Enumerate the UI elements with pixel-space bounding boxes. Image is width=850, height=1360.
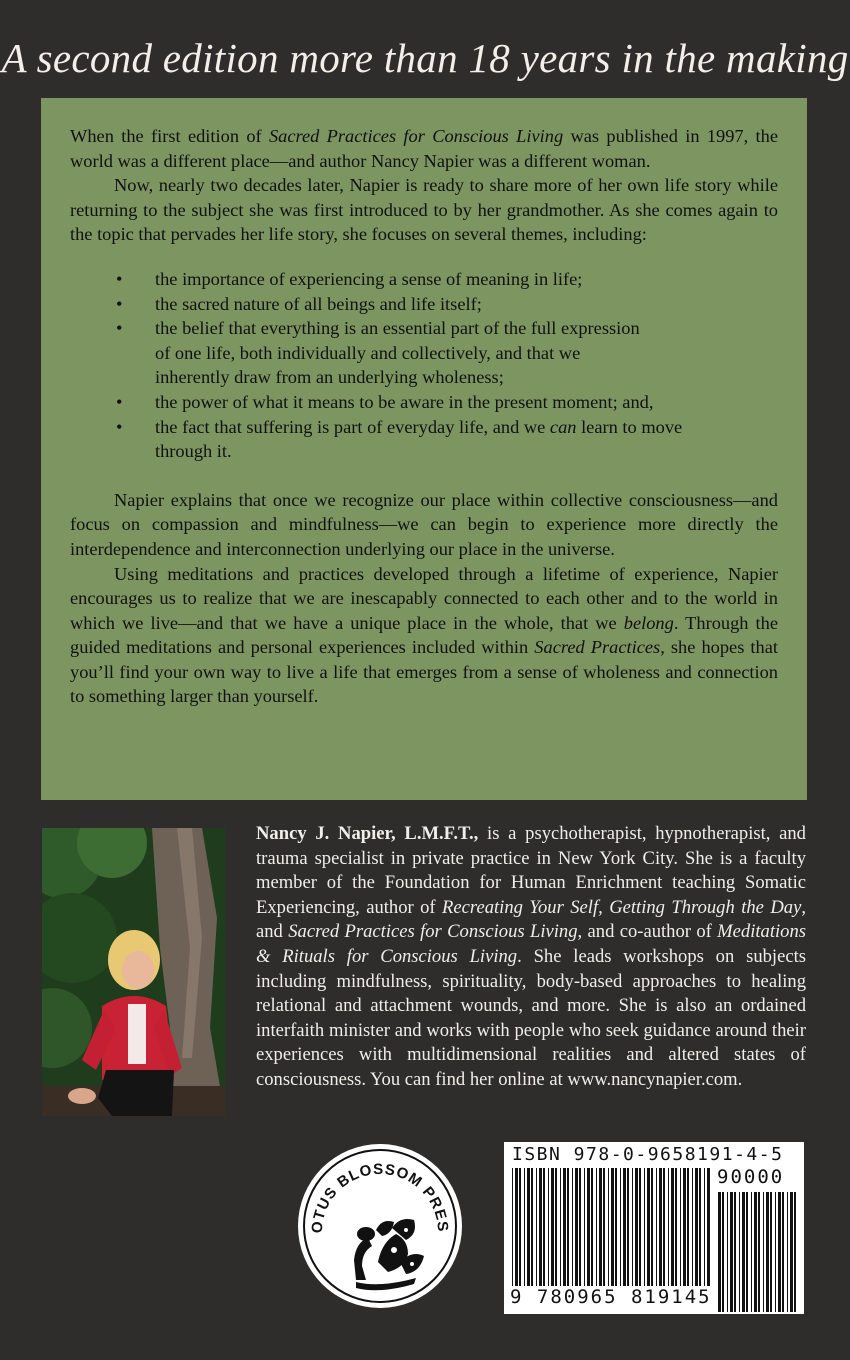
barcode-bar <box>794 1192 796 1312</box>
price-code: 90000 <box>717 1166 785 1188</box>
barcode-bar <box>591 1168 593 1292</box>
barcode-bar <box>623 1168 626 1292</box>
barcode-bar <box>671 1168 674 1292</box>
barcode-bar <box>746 1192 748 1312</box>
author-photo <box>42 828 225 1116</box>
list-item: • the belief that everything is an essential part of the full expression of one life, both individually and collectively, and that we inherently draw from an underlying wholeness; <box>116 318 640 388</box>
barcode-bar <box>730 1192 733 1312</box>
author-bio: Nancy J. Napier, L.M.F.T., is a psychotherapist, hypnotherapist, and trauma specialist in private practice in New York City. She is a faculty member of the Foundation for Human Enrichment teaching Somatic Experiencing, author of Recreating Your Self, Getting Through the Day, and Sacred Practices for Conscious Living, and co-author of Meditations & Rituals for Conscious Living. She leads workshops on subjects including mindfulness, spirituality, body-based approaches to healing relational and attachment wounds, and more. She is also an ordained interfaith minister and works with people who seek guidance around their experiences with multidimensional realities and altered states of consciousness. You can find her online at www.nancynapier.com. <box>256 823 807 1090</box>
barcode-bar <box>536 1168 537 1292</box>
barcode-bar <box>548 1168 549 1292</box>
barcode-bar <box>579 1168 581 1292</box>
bullet-icon: • <box>116 391 123 412</box>
barcode-bar <box>620 1168 621 1292</box>
publisher-logo <box>296 1142 464 1310</box>
barcode-bar <box>778 1192 781 1312</box>
barcode-bar <box>543 1168 545 1292</box>
barcode-bar <box>572 1168 573 1292</box>
barcode-bar <box>512 1168 513 1292</box>
barcode-bar <box>775 1192 776 1312</box>
publisher-name: OTUS BLOSSOM PRES <box>308 1160 452 1234</box>
barcode-bar <box>651 1168 653 1292</box>
barcode-bar <box>692 1168 693 1292</box>
barcode-bar <box>575 1168 578 1292</box>
barcode-bar <box>551 1168 554 1292</box>
barcode-bar <box>632 1168 633 1292</box>
barcode-bar <box>683 1168 686 1292</box>
barcode-bar <box>611 1168 614 1292</box>
barcode-bar <box>524 1168 525 1292</box>
barcode-bar <box>639 1168 641 1292</box>
description-paragraph-2: Now, nearly two decades later, Napier is ready to share more of her own life story while returning to the subject she was first introduced to by her grandmother. As she comes again to the topic that pervades her life story, she focuses on several themes, including: <box>70 175 778 245</box>
barcode-bar <box>584 1168 585 1292</box>
barcode-bar <box>531 1168 533 1292</box>
headline: A second edition more than 18 years in the making <box>1 35 849 81</box>
barcode-bar <box>647 1168 650 1292</box>
isbn-label: ISBN 978-0-9658191-4-5 <box>512 1144 784 1165</box>
barcode-bar <box>519 1168 521 1292</box>
barcode-bar <box>718 1192 721 1312</box>
list-item: • the power of what it means to be aware in the present moment; and, <box>70 390 715 415</box>
barcode-bar <box>734 1192 736 1312</box>
barcode-bar <box>627 1168 629 1292</box>
barcode-bar <box>656 1168 657 1292</box>
barcode-bar <box>722 1192 724 1312</box>
barcode-bar <box>782 1192 784 1312</box>
barcode-bar <box>695 1168 698 1292</box>
barcode-bar <box>587 1168 590 1292</box>
barcode-bar <box>680 1168 681 1292</box>
book-title: Sacred Practices for Conscious Living <box>268 126 564 146</box>
barcode-bar <box>668 1168 669 1292</box>
lotus-blossom-logo-icon <box>296 1142 464 1310</box>
barcode-bar <box>727 1192 728 1312</box>
barcode-bar <box>608 1168 609 1292</box>
barcode-bar <box>739 1192 740 1312</box>
barcode-bar <box>515 1168 518 1292</box>
barcode-bar <box>687 1168 689 1292</box>
bullet-icon: • <box>116 268 123 289</box>
barcode-digits: 9 780965 819145 <box>510 1286 712 1308</box>
barcode-bar <box>635 1168 638 1292</box>
barcode-bar <box>615 1168 617 1292</box>
bullet-icon: • <box>116 416 123 437</box>
barcode-bar <box>567 1168 569 1292</box>
isbn-barcode <box>504 1142 804 1314</box>
bullet-icon: • <box>116 293 123 314</box>
barcode-bar <box>527 1168 530 1292</box>
barcode-bar <box>699 1168 701 1292</box>
themes-list <box>70 267 778 464</box>
barcode-bar <box>787 1192 788 1312</box>
barcode-bar <box>770 1192 772 1312</box>
barcode-bar <box>596 1168 597 1292</box>
list-item: • the fact that suffering is part of everyday life, and we can learn to move through it. <box>116 416 683 462</box>
list-item: • the importance of experiencing a sense of meaning in life; <box>70 267 655 292</box>
barcode-bar <box>742 1192 745 1312</box>
barcode-bar <box>644 1168 645 1292</box>
barcode-bar <box>707 1168 710 1292</box>
barcode-bar <box>663 1168 665 1292</box>
barcode-bar <box>763 1192 764 1312</box>
barcode-bar <box>766 1192 769 1312</box>
barcode-bar <box>599 1168 602 1292</box>
barcode-bar <box>758 1192 760 1312</box>
bullet-icon: • <box>116 318 123 339</box>
barcode-bar <box>603 1168 605 1292</box>
list-item: • the sacred nature of all beings and life itself; <box>70 292 655 317</box>
barcode-bar <box>704 1168 705 1292</box>
barcode-bar <box>563 1168 566 1292</box>
author-photo-illustration <box>42 828 225 1116</box>
barcode-bar <box>754 1192 757 1312</box>
barcode-bar <box>790 1192 793 1312</box>
barcode-bar <box>675 1168 677 1292</box>
description-paragraph-3: Napier explains that once we recognize our place within collective consciousness—and focus on compassion and mindfulness—we can begin to experience more directly the interdependence and interconnection underlying our place in the universe. <box>70 489 778 559</box>
barcode-bar <box>659 1168 662 1292</box>
author-name: Nancy J. Napier, L.M.F.T., <box>256 823 479 844</box>
barcode-bar <box>751 1192 752 1312</box>
description-paragraph-1: When the first edition of Sacred Practices for Conscious Living was published in 1997, the world was a different place—and author Nancy Napier was a different woman. <box>70 126 778 171</box>
description-panel <box>41 98 807 800</box>
barcode-bar <box>539 1168 542 1292</box>
barcode-bar <box>555 1168 557 1292</box>
barcode-bar <box>560 1168 561 1292</box>
description-paragraph-4: Using meditations and practices developed through a lifetime of experience, Napier encourages us to realize that we are inescapably connected to each other and to the world in which we live—and that we have a unique place in the whole, that we belong. Through the guided meditations and personal experiences included within Sacred Practices, she hopes that you’ll find your own way to live a life that emerges from a sense of wholeness and connection to something larger than yourself. <box>70 563 779 707</box>
